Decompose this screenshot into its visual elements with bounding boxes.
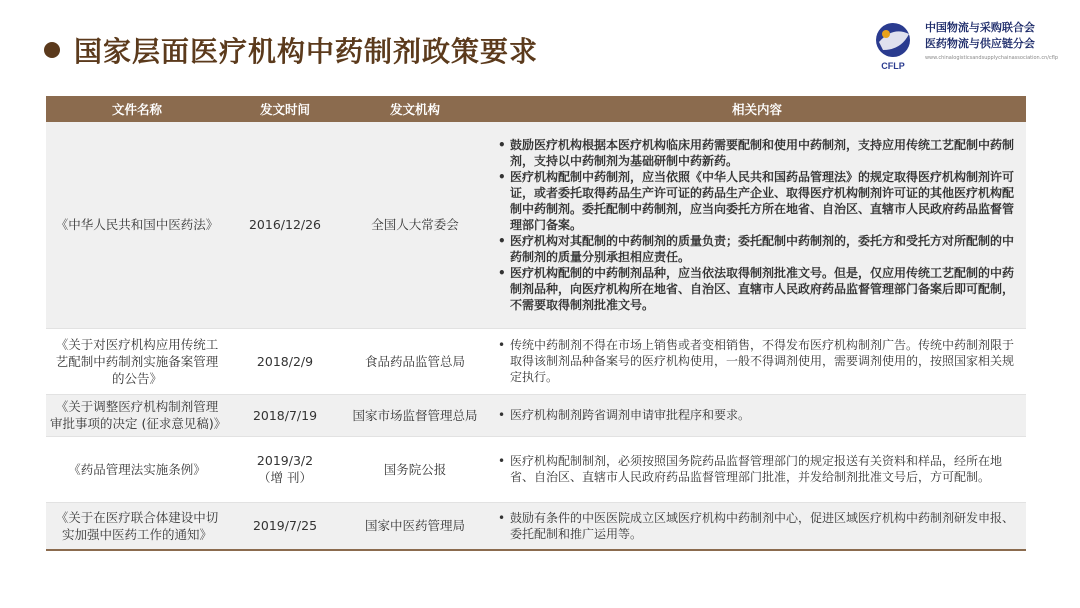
cell-issuing-org: 国务院公报: [342, 436, 488, 502]
logo-tagline: www.chinalogisticsandsupplychainassociation.cn/cflp: [924, 55, 1058, 61]
cell-file-name: 《关于在医疗联合体建设中切实加强中医药工作的通知》: [46, 502, 228, 550]
cell-issue-date: 2016/12/26: [228, 122, 342, 328]
globe-icon: [869, 20, 917, 72]
header-content: 相关内容: [488, 96, 1026, 122]
cell-issuing-org: 国家中医药管理局: [342, 502, 488, 550]
content-list: [496, 407, 1018, 423]
cell-file-name: 《关于对医疗机构应用传统工艺配制中药制剂实施备案管理的公告》: [46, 328, 228, 394]
cell-issue-date: 2018/2/9: [228, 328, 342, 394]
content-item: • 医疗机构对其配制的中药制剂的质量负责；委托配制中药制剂的，委托方和受托方对所配制的中药制剂的质量分别承担相应责任。: [510, 233, 1018, 265]
content-list: [496, 453, 1018, 485]
content-item: • 鼓励有条件的中医医院成立区域医疗机构中药制剂中心，促进区域医疗机构中药制剂研发申报、委托配制和推广运用等。: [510, 510, 1018, 542]
content-list: [496, 337, 1018, 385]
content-item: • 医疗机构配制中药制剂，应当依照《中华人民共和国药品管理法》的规定取得医疗机构制剂许可证，或者委托取得药品生产许可证的药品生产企业、取得医疗机构制剂许可证的其他医疗机构配制中药制剂。委托配制中药制剂，应当向委托方所在地省、自治区、直辖市人民政府药品监督管理部门备案。: [510, 169, 1018, 233]
logo-line-1: 中国物流与采购联合会: [924, 21, 1035, 34]
cflp-logo-mark: [869, 20, 917, 72]
table-row: [46, 502, 1026, 550]
title-bar: [44, 30, 538, 70]
content-item: • 医疗机构配制制剂，必须按照国务院药品监督管理部门的规定报送有关资料和样品，经所在地省、自治区、直辖市人民政府药品监督管理部门批准，并发给制剂批准文号后，方可配制。: [510, 453, 1018, 485]
content-item: • 传统中药制剂不得在市场上销售或者变相销售，不得发布医疗机构制剂广告。传统中药制剂限于取得该制剂品种备案号的医疗机构使用，一般不得调剂使用，需要调剂使用的，按照国家相关规定执行。: [510, 337, 1018, 385]
cell-issue-date: 2018/7/19: [228, 394, 342, 436]
table-row: [46, 394, 1026, 436]
header-issue-date: 发文时间: [228, 96, 342, 122]
page-title: 国家层面医疗机构中药制剂政策要求: [74, 35, 539, 68]
content-item: • 鼓励医疗机构根据本医疗机构临床用药需要配制和使用中药制剂，支持应用传统工艺配制中药制剂，支持以中药制剂为基础研制中药新药。: [510, 137, 1018, 169]
cell-issuing-org: 全国人大常委会: [342, 122, 488, 328]
cell-issuing-org: 食品药品监管总局: [342, 328, 488, 394]
table-row: [46, 436, 1026, 502]
header-issuing-org: 发文机构: [342, 96, 488, 122]
cell-issue-date: 2019/7/25: [228, 502, 342, 550]
cflp-logo: [869, 20, 1058, 72]
cell-content: [488, 122, 1026, 328]
policy-table: [46, 96, 1026, 551]
cell-content: [488, 328, 1026, 394]
content-list: [496, 510, 1018, 542]
cell-content: [488, 436, 1026, 502]
cell-issuing-org: 国家市场监督管理总局: [342, 394, 488, 436]
cell-issue-date: 2019/3/2 （增 刊）: [228, 436, 342, 502]
cell-file-name: 《药品管理法实施条例》: [46, 436, 228, 502]
cell-file-name: 《关于调整医疗机构制剂管理审批事项的决定 (征求意见稿)》: [46, 394, 228, 436]
table-header-row: [46, 96, 1026, 122]
logo-line-2: 医药物流与供应链分会: [924, 37, 1035, 50]
content-item: • 医疗机构配制的中药制剂品种，应当依法取得制剂批准文号。但是，仅应用传统工艺配制的中药制剂品种，向医疗机构所在地省、自治区、直辖市人民政府药品监督管理部门备案后即可配制，不需要取得制剂批准文号。: [510, 265, 1018, 313]
cell-content: [488, 394, 1026, 436]
logo-text: [925, 20, 1058, 62]
header-file-name: 文件名称: [46, 96, 228, 122]
content-list: [496, 137, 1018, 313]
content-item: • 医疗机构制剂跨省调剂申请审批程序和要求。: [510, 407, 1018, 423]
table-row: [46, 122, 1026, 328]
logo-abbr: CFLP: [881, 61, 905, 71]
title-bullet: [44, 42, 60, 58]
cell-file-name: 《中华人民共和国中医药法》: [46, 122, 228, 328]
table-row: [46, 328, 1026, 394]
cell-content: [488, 502, 1026, 550]
